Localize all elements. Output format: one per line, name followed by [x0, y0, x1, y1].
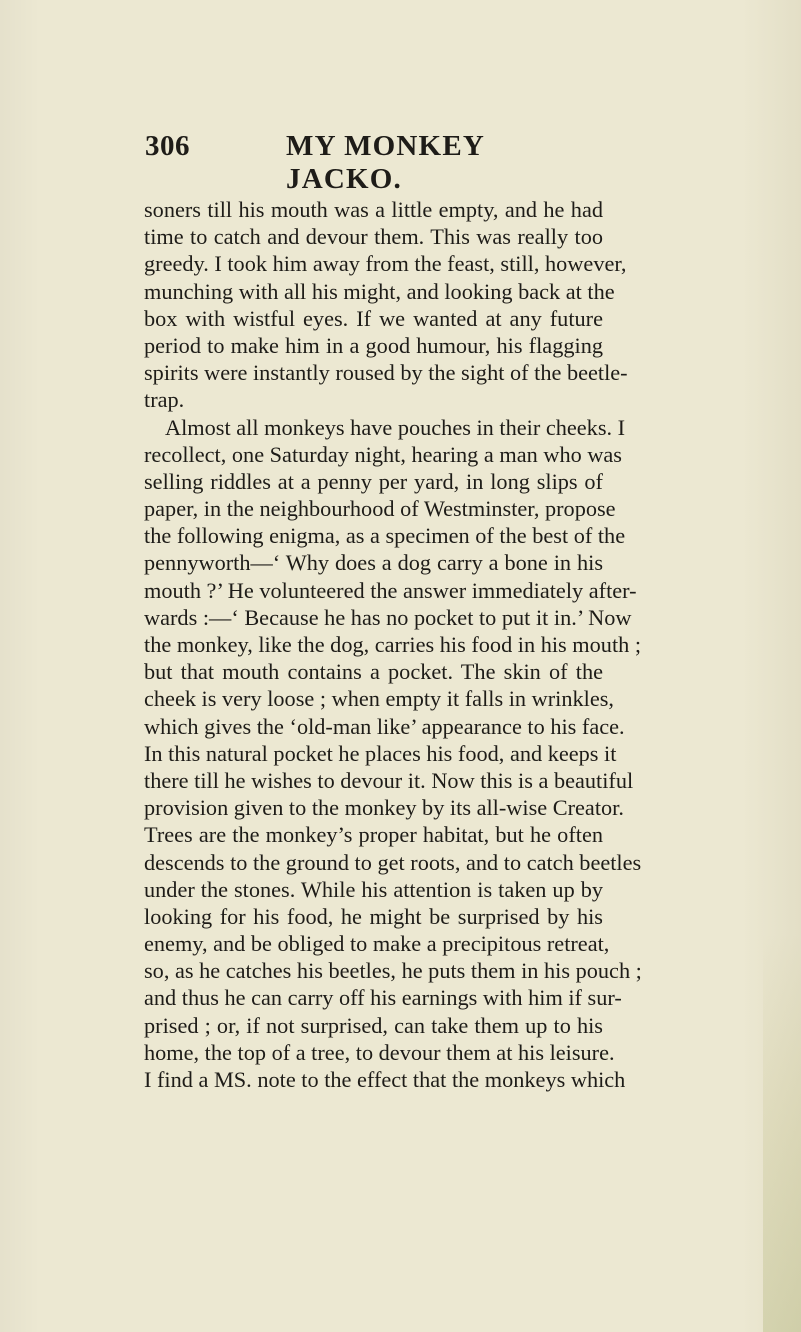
text-line: pennyworth—‘ Why does a dog carry a bone in his [144, 550, 603, 576]
text-line: home, the top of a tree, to devour them at his leisure. [144, 1039, 615, 1065]
text-line: cheek is very loose ; when empty it falls in wrinkles, [144, 686, 614, 712]
text-line: the following enigma, as a specimen of the best of the [144, 523, 626, 549]
text-line: munching with all his might, and looking back at the [144, 278, 615, 304]
text-line: which gives the ‘old-man like’ appearance to his face. [144, 713, 625, 739]
text-line: box with wistful eyes. If we wanted at any future [144, 305, 603, 331]
text-line: trap. [144, 387, 185, 413]
text-line: In this natural pocket he places his food, and keeps it [144, 740, 617, 766]
text-line: and thus he can carry off his earnings with him if sur- [144, 985, 622, 1011]
text-line: period to make him in a good humour, his flagging [144, 332, 603, 358]
text-line: greedy. I took him away from the feast, still, however, [144, 251, 627, 277]
text-line: looking for his food, he might be surprised by his [144, 903, 603, 929]
text-line: provision given to the monkey by its all-wise Creator. [144, 795, 624, 821]
paragraph-start-line: Almost all monkeys have pouches in their cheeks. I [165, 414, 626, 440]
page-edge-stain [763, 0, 801, 1332]
text-line: Trees are the monkey’s proper habitat, but he often [144, 822, 603, 848]
text-line: under the stones. While his attention is taken up by [144, 876, 603, 902]
text-line: selling riddles at a penny per yard, in long slips of [144, 468, 603, 494]
text-line: but that mouth contains a pocket. The skin of the [144, 659, 603, 685]
text-line: wards :—‘ Because he has no pocket to put it in.’ Now [144, 604, 632, 630]
page-number: 306 [145, 130, 190, 162]
text-line: soners till his mouth was a little empty, and he had [144, 197, 603, 222]
text-line: so, as he catches his beetles, he puts them in his pouch ; [144, 958, 642, 984]
text-line: time to catch and devour them. This was really too [144, 224, 603, 250]
page-header [145, 130, 603, 195]
text-line: prised ; or, if not surprised, can take them up to his [144, 1012, 603, 1038]
text-line: spirits were instantly roused by the sight of the beetle- [144, 360, 628, 386]
text-line: there till he wishes to devour it. Now this is a beautiful [144, 767, 634, 793]
text-line: descends to the ground to get roots, and to catch beetles [144, 849, 642, 875]
running-title: MY MONKEY JACKO. [286, 130, 484, 195]
text-line: enemy, and be obliged to make a precipitous retreat, [144, 931, 610, 957]
text-line: paper, in the neighbourhood of Westminster, propose [144, 496, 616, 522]
text-line: the monkey, like the dog, carries his food in his mouth ; [144, 632, 642, 657]
text-line: recollect, one Saturday night, hearing a man who was [144, 441, 622, 467]
body-text [144, 196, 642, 1093]
text-line: I find a MS. note to the effect that the monkeys which [144, 1067, 626, 1092]
text-line: mouth ?’ He volunteered the answer immediately after- [144, 577, 637, 603]
